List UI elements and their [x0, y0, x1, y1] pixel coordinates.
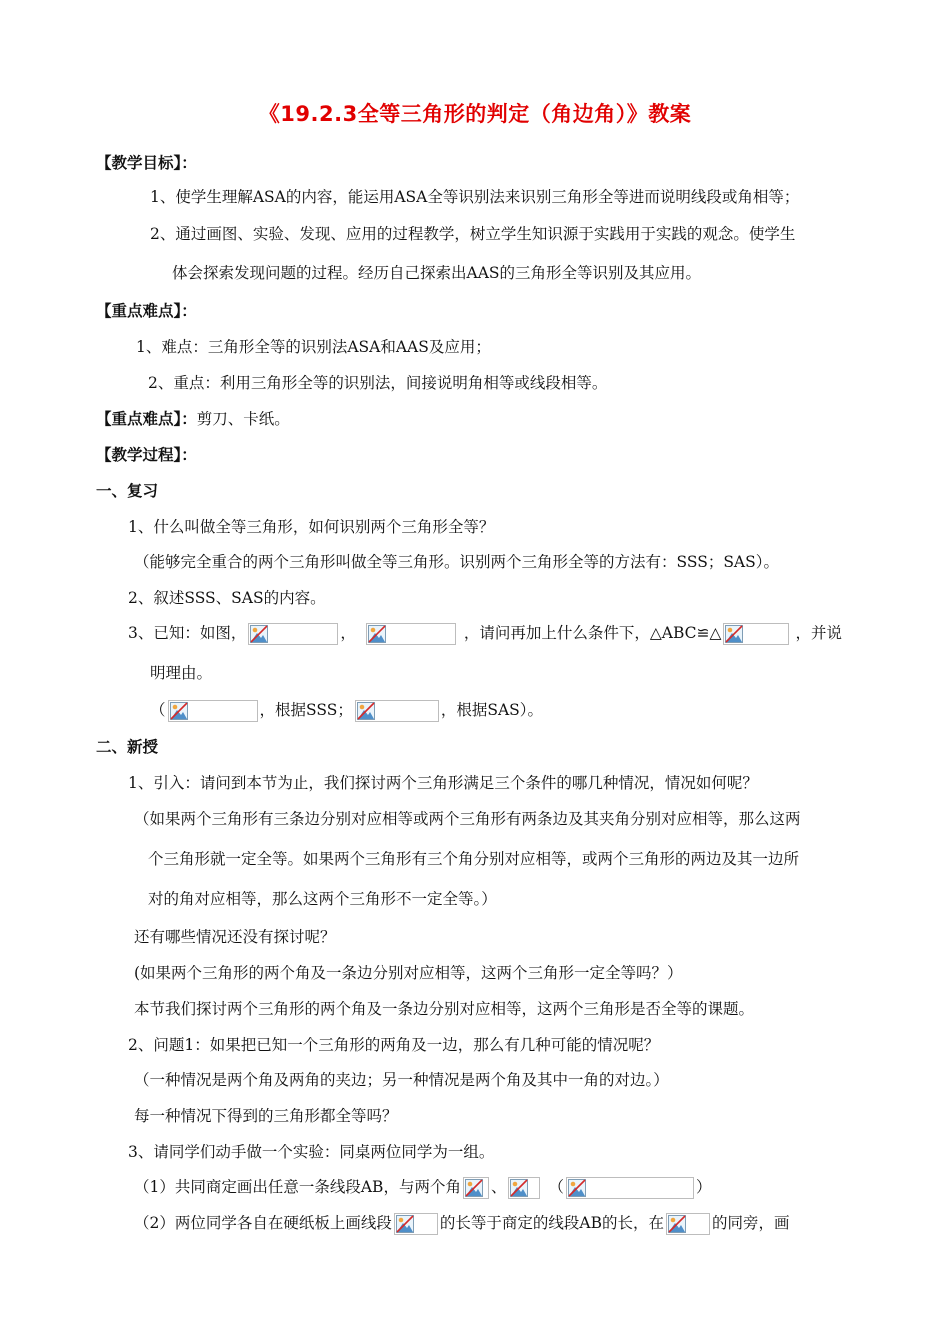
new-3-step-1-d: ） [695, 1178, 712, 1196]
formula-image-placeholder [366, 623, 456, 645]
formula-image-placeholder [723, 623, 789, 645]
new-3-step-1-c: （ [548, 1178, 564, 1196]
review-q3-answer-c: ，根据SAS）。 [440, 701, 544, 719]
part-one-heading: 一、复习 [96, 482, 159, 500]
new-1-b: 个三角形就一定全等。如果两个三角形有三个角分别对应相等，或两个三角形的两边及其一边所 [148, 850, 800, 868]
new-3-step-2 [134, 1212, 789, 1235]
formula-image-placeholder [508, 1177, 540, 1199]
broken-image-icon [170, 702, 188, 720]
key-item-2: 2、重点：利用三角形全等的识别法，间接说明角相等或线段相等。 [148, 374, 608, 392]
broken-image-icon [668, 1215, 686, 1233]
new-2-b: 每一种情况下得到的三角形都全等吗？ [134, 1107, 398, 1125]
section-tools [96, 408, 290, 430]
new-3-step-1-a: （1）共同商定画出任意一条线段AB，与两个角 [134, 1178, 461, 1196]
broken-image-icon [250, 625, 268, 643]
review-q3-answer-b: ，根据SSS； [259, 701, 353, 719]
formula-image-placeholder [394, 1213, 438, 1235]
review-q3-answer [150, 699, 543, 722]
broken-image-icon [396, 1215, 414, 1233]
formula-image-placeholder [168, 700, 258, 722]
review-q3-text-d: ，并说 [795, 624, 842, 642]
new-1-c: 对的角对应相等，那么这两个三角形不一定全等。） [148, 890, 497, 908]
section-tools-heading: 【重点难点】： [96, 410, 197, 428]
new-3-step-1-b: 、 [490, 1178, 507, 1196]
new-3-step-1 [134, 1176, 712, 1199]
new-3: 3、请同学们动手做一个实验：同桌两位同学为一组。 [128, 1143, 495, 1161]
broken-image-icon [465, 1179, 483, 1197]
review-q1: 1、什么叫做全等三角形，如何识别两个三角形全等？ [128, 518, 495, 536]
review-q2: 2、叙述SSS、SAS的内容。 [128, 589, 326, 607]
new-1-e: (如果两个三角形的两个角及一条边分别对应相等，这两个三角形一定全等吗？） [134, 964, 683, 982]
goal-item-1 [150, 186, 799, 208]
new-1-d: 还有哪些情况还没有探讨呢？ [134, 928, 336, 946]
new-2-a: （一种情况是两个角及两角的夹边；另一种情况是两个角及其中一角的对边。） [134, 1071, 669, 1089]
new-3-step-2-c: 的同旁，画 [711, 1214, 790, 1232]
new-1-f: 本节我们探讨两个三角形的两个角及一条边分别对应相等，这两个三角形是否全等的课题。 [134, 1000, 755, 1018]
new-3-step-2-b: 的长等于商定的线段AB的长，在 [439, 1214, 664, 1232]
broken-image-icon [568, 1179, 586, 1197]
formula-image-placeholder [355, 700, 439, 722]
review-q3-text-a: 3、已知：如图， [128, 624, 247, 642]
review-q3-text-b: ， [340, 624, 356, 642]
formula-image-placeholder [248, 623, 338, 645]
goal-item-2b: 体会探索发现问题的过程。经历自己探索出AAS的三角形全等识别及其应用。 [172, 264, 702, 282]
review-q3-answer-a: （ [150, 701, 166, 719]
section-key-points: 【重点难点】： [96, 302, 197, 320]
new-1-a: （如果两个三角形有三条边分别对应相等或两个三角形有两条边及其夹角分别对应相等，那么这两 [134, 810, 801, 828]
section-teaching-goals: 【教学目标】： [96, 154, 197, 172]
part-two-heading: 二、新授 [96, 738, 159, 756]
formula-image-placeholder [463, 1177, 489, 1199]
section-tools-text: 剪刀、卡纸。 [196, 410, 290, 428]
broken-image-icon [510, 1179, 528, 1197]
review-q3 [128, 622, 842, 645]
document-title: 《19.2.3全等三角形的判定（角边角）》教案 [258, 102, 692, 126]
broken-image-icon [368, 625, 386, 643]
new-2: 2、问题1：如果把已知一个三角形的两角及一边，那么有几种可能的情况呢？ [128, 1036, 660, 1054]
broken-image-icon [725, 625, 743, 643]
review-q3-reason: 明理由。 [150, 664, 213, 682]
new-1: 1、引入：请问到本节为止，我们探讨两个三角形满足三个条件的哪几种情况，情况如何呢？ [128, 774, 758, 792]
review-q1-answer: （能够完全重合的两个三角形叫做全等三角形。识别两个三角形全等的方法有：SSS；SAS）。 [134, 553, 779, 571]
broken-image-icon [357, 702, 375, 720]
key-item-1: 1、难点：三角形全等的识别法ASA和AAS及应用； [136, 338, 491, 356]
goal-item-2a: 2、通过画图、实验、发现、应用的过程教学，树立学生知识源于实践用于实践的观念。使学生 [150, 225, 796, 243]
goal-item-1-text: 1、使学生理解ASA的内容，能运用ASA全等识别法来识别三角形全等进而说明线段或角相等； [150, 188, 800, 206]
formula-image-placeholder [566, 1177, 694, 1199]
section-teaching-process: 【教学过程】： [96, 446, 197, 464]
new-3-step-2-a: （2）两位同学各自在硬纸板上画线段 [134, 1214, 392, 1232]
formula-image-placeholder [666, 1213, 710, 1235]
review-q3-text-c: ，请问再加上什么条件下，△ABC≌△ [463, 624, 722, 642]
